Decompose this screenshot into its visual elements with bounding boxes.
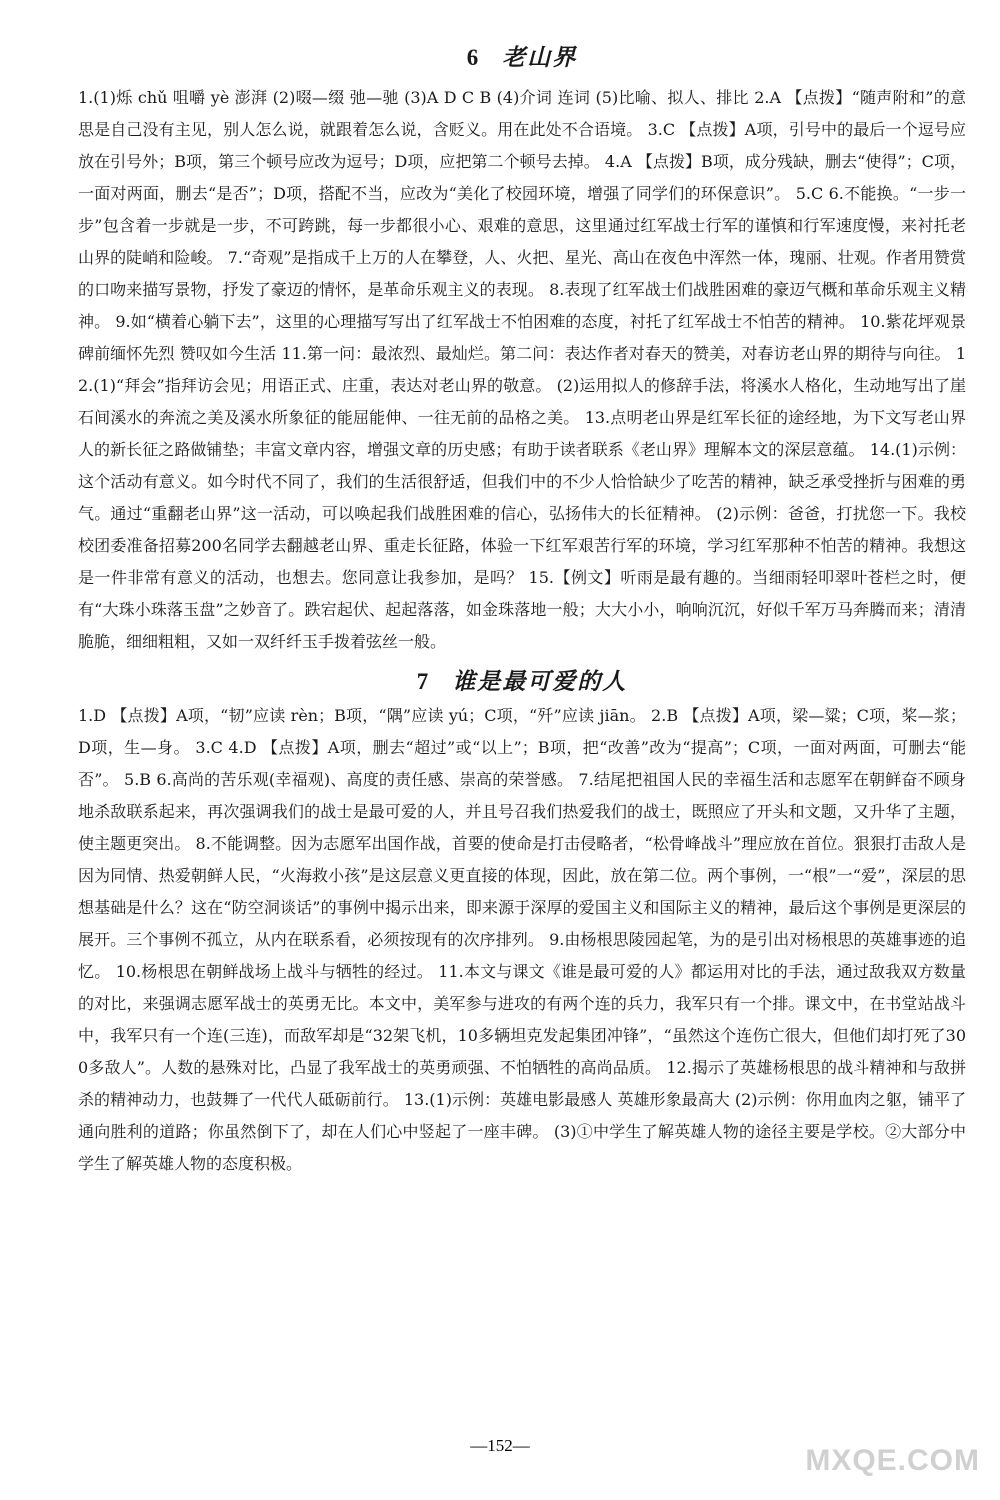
watermark: MXQE.COM — [805, 1444, 980, 1477]
section-title — [78, 664, 966, 700]
section-number: 7 — [416, 669, 431, 694]
section-title — [78, 40, 966, 76]
section-answers: 1.D 【点拨】A项，“韧”应读 rèn；B项，“隅”应读 yú；C项，“歼”应读 jiān。 2.B 【点拨】A项，梁—粱；C项，桨—浆；D项，生—身。 3.C 4.D 【点拨】A项，删去“超过”或“以上”；B项，把“改善”改为“提高”；C项，一面对两面，可删去“能否”。 5.B 6.高尚的苦乐观(幸福观)、高度的责任感、崇高的荣誉感。 7.结尾把祖国人民的幸福生活和志愿军在朝鲜奋不顾身地杀敌联系起来，再次强调我们的战士是最可爱的人，并且号召我们热爱我们的战士，既照应了开头和文题，又升华了主题，使主题更突出。 8.不能调整。因为志愿军出国作战，首要的使命是打击侵略者，“松骨峰战斗”理应放在首位。狠狠打击敌人是因为同情、热爱朝鲜人民，“火海救小孩”是这层意义更直接的体现，因此，放在第二位。两个事例，一“根”一“爱”，深层的思想基础是什么？这在“防空洞谈话”的事例中揭示出来，即来源于深厚的爱国主义和国际主义的精神，最后这个事例是更深层的展开。三个事例不孤立，从内在联系看，必须按现有的次序排列。 9.由杨根思陵园起笔，为的是引出对杨根思的英雄事迹的追忆。 10.杨根思在朝鲜战场上战斗与牺牲的经过。 11.本文与课文《谁是最可爱的人》都运用对比的手法，通过敌我双方数量的对比，来强调志愿军战士的英勇无比。本文中，美军参与进攻的有两个连的兵力，我军只有一个排。课文中，在书堂站战斗中，我军只有一个连(三连)，而敌军却是“32架飞机，10多辆坦克发起集团冲锋”，“虽然这个连伤亡很大，但他们却打死了300多敌人”。人数的悬殊对比，凸显了我军战士的英勇顽强、不怕牺牲的高尚品质。 12.揭示了英雄杨根思的战斗精神和与敌拼杀的精神动力，也鼓舞了一代代人砥砺前行。 13.(1)示例：英雄电影最感人 英雄形象最高大 (2)示例：你用血肉之躯，铺平了通向胜利的道路；你虽然倒下了，却在人们心中竖起了一座丰碑。 (3)①中学生了解英雄人物的途径主要是学校。②大部分中学生了解英雄人物的态度积极。 — [78, 706, 966, 1173]
section-title-text: 谁是最可爱的人 — [452, 668, 628, 695]
section-title-text: 老山界 — [502, 44, 578, 71]
page-number: —152— — [470, 1436, 530, 1455]
section-answers: 1.(1)烁 chǔ 咀嚼 yè 澎湃 (2)啜—缀 弛—驰 (3)A D C B (4)介词 连词 (5)比喻、拟人、排比 2.A 【点拨】“随声附和”的意思是自己没有主见，别人怎么说，就跟着怎么说，含贬义。用在此处不合语境。 3.C 【点拨】A项，引号中的最后一个逗号应放在引号外；B项，第三个顿号应改为逗号；D项，应把第二个顿号去掉。 4.A 【点拨】B项，成分残缺，删去“使得”；C项，一面对两面，删去“是否”；D项，搭配不当，应改为“美化了校园环境，增强了同学们的环保意识”。 5.C 6.不能换。“一步一步”包含着一步就是一步，不可跨跳，每一步都很小心、艰难的意思，这里通过红军战士行军的谨慎和行军速度慢，来衬托老山界的陡峭和险峻。 7.“奇观”是指成千上万的人在攀登，人、火把、星光、高山在夜色中浑然一体，瑰丽、壮观。作者用赞赏的口吻来描写景物，抒发了豪迈的情怀，是革命乐观主义的表现。 8.表现了红军战士们战胜困难的豪迈气概和革命乐观主义精神。 9.如“横着心躺下去”，这里的心理描写写出了红军战士不怕困难的态度，衬托了红军战士不怕苦的精神。 10.紫花坪观景 碑前缅怀先烈 赞叹如今生活 11.第一问：最浓烈、最灿烂。第二问：表达作者对春天的赞美，对春访老山界的期待与向往。 12.(1)“拜会”指拜访会见；用语正式、庄重，表达对老山界的敬意。 (2)运用拟人的修辞手法，将溪水人格化，生动地写出了崖石间溪水的奔流之美及溪水所象征的能屈能伸、一往无前的品格之美。 13.点明老山界是红军长征的途经地，为下文写老山界人的新长征之路做铺垫；丰富文章内容，增强文章的历史感；有助于读者联系《老山界》理解本文的深层意蕴。 14.(1)示例：这个活动有意义。如今时代不同了，我们的生活很舒适，但我们中的不少人恰恰缺少了吃苦的精神，缺乏承受挫折与困难的勇气。通过“重翻老山界”这一活动，可以唤起我们战胜困难的信心，弘扬伟大的长征精神。 (2)示例：爸爸，打扰您一下。我校校团委准备招募200名同学去翻越老山界、重走长征路，体验一下红军艰苦行军的环境，学习红军那种不怕苦的精神。我想这是一件非常有意义的活动，也想去。您同意让我参加，是吗？ 15.【例文】听雨是最有趣的。当细雨轻叩翠叶苍栏之时，便有“大珠小珠落玉盘”之妙音了。跌宕起伏、起起落落，如金珠落地一般；大大小小，响响沉沉，好似千军万马奔腾而来；清清脆脆，细细粗粗，又如一双纤纤玉手拨着弦丝一般。 — [78, 88, 966, 651]
section-number: 6 — [466, 45, 481, 70]
